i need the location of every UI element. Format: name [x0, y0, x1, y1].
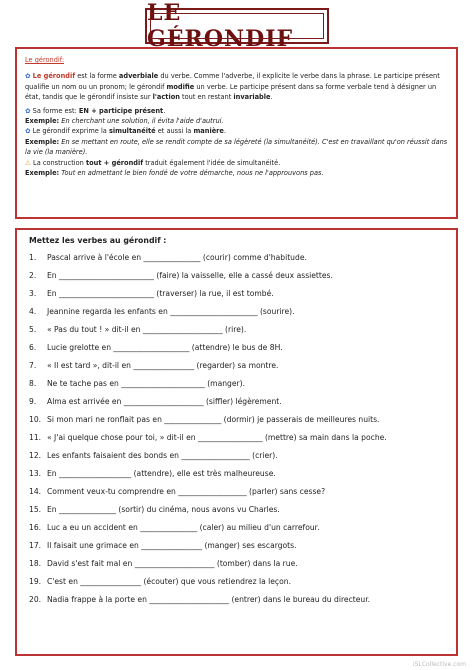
exercise-item: [29, 321, 444, 339]
exercise-item: [29, 339, 444, 357]
item-number: 12.: [29, 451, 42, 460]
bullet-icon: ✿: [25, 127, 31, 136]
item-number: 4.: [29, 307, 37, 316]
exercise-item: [29, 447, 444, 465]
rule-paragraph-uses: [25, 126, 448, 136]
rule-text: et aussi la: [155, 127, 194, 136]
rule-text: Le gérondif exprime la: [32, 127, 109, 136]
item-number: 7.: [29, 361, 37, 370]
item-sentence[interactable]: Luc a eu un accident en _______________ (caler) au milieu d'un carrefour.: [47, 523, 320, 532]
item-number: 5.: [29, 325, 37, 334]
rule-term: adverbiale: [118, 72, 159, 81]
rule-text: La construction: [33, 158, 86, 167]
warning-icon: ⚠: [25, 158, 31, 167]
example-label: Exemple:: [25, 117, 60, 126]
item-sentence[interactable]: Si mon mari ne ronflait pas en _______________ (dormir) je passerais de meilleures nuits.: [47, 415, 380, 424]
exercise-item: [29, 249, 444, 267]
exercise-item: [29, 537, 444, 555]
rule-heading: Le gérondif:: [25, 56, 65, 64]
rule-term: invariable: [233, 93, 271, 102]
item-sentence[interactable]: Les enfants faisaient des bonds en __________________ (crier).: [47, 451, 278, 460]
example-text: En cherchant une solution, il évita l'aide d'autrui.: [59, 117, 224, 126]
example-label: Exemple:: [25, 137, 60, 146]
rule-term: tout + gérondif: [85, 158, 144, 167]
item-sentence[interactable]: Il faisait une grimace en ________________ (manger) ses escargots.: [47, 541, 297, 550]
exercise-item: [29, 267, 444, 285]
grammar-rule-box: [15, 47, 458, 219]
item-sentence[interactable]: Comment veux-tu comprendre en __________________ (parler) sans cesse?: [47, 487, 326, 496]
example-text: En se mettant en route, elle se rendit compte de sa légèreté (la simultanéité). C'est en travaillant qu'on réussit dans la vie (la manière).: [25, 137, 448, 157]
item-number: 13.: [29, 469, 42, 478]
item-sentence[interactable]: Jeannine regarda les enfants en _______________________ (sourire).: [47, 307, 295, 316]
item-sentence[interactable]: En _________________________ (traverser) la rue, il est tombé.: [47, 289, 274, 298]
bullet-icon: ✿: [25, 72, 31, 81]
item-number: 14.: [29, 487, 42, 496]
footer-watermark: iSLCollective.com: [413, 661, 466, 668]
rule-text: Sa forme est:: [32, 106, 79, 115]
item-sentence[interactable]: David s'est fait mal en _____________________ (tomber) dans la rue.: [47, 559, 298, 568]
item-sentence[interactable]: « Pas du tout ! » dit-il en _____________________ (rire).: [47, 325, 247, 334]
example-text: Tout en admettant le bien fondé de votre démarche, nous ne l'approuvons pas.: [59, 169, 324, 178]
item-sentence[interactable]: En ___________________ (attendre), elle est très malheureuse.: [47, 469, 276, 478]
exercise-item: [29, 573, 444, 591]
item-number: 17.: [29, 541, 42, 550]
item-sentence[interactable]: Nadia frappe à la porte en _____________________ (entrer) dans le bureau du directeur.: [47, 595, 371, 604]
rule-paragraph-form: [25, 106, 448, 116]
exercise-item: [29, 285, 444, 303]
exercise-item: [29, 519, 444, 537]
item-number: 16.: [29, 523, 42, 532]
rule-text: traduit également l'idée de simultanéité.: [143, 158, 281, 167]
exercise-box: [15, 228, 458, 656]
rule-paragraph-tout: [25, 158, 448, 168]
item-number: 20.: [29, 595, 42, 604]
exercise-item: [29, 483, 444, 501]
rule-term: Le gérondif: [32, 72, 76, 81]
exercise-heading: Mettez les verbes au gérondif :: [29, 236, 167, 245]
item-sentence[interactable]: En _________________________ (faire) la vaisselle, elle a cassé deux assiettes.: [47, 271, 333, 280]
exercise-item: [29, 357, 444, 375]
rule-text: est la forme: [75, 72, 119, 81]
item-number: 10.: [29, 415, 42, 424]
item-sentence[interactable]: C'est en ________________ (écouter) que vous retiendrez la leçon.: [47, 577, 291, 586]
item-sentence[interactable]: « Il est tard », dit-il en ________________ (regarder) sa montre.: [47, 361, 279, 370]
rule-term: l'action: [152, 93, 180, 102]
rule-term: simultanéité: [108, 127, 156, 136]
item-sentence[interactable]: En _______________ (sortir) du cinéma, nous avons vu Charles.: [47, 505, 280, 514]
item-number: 18.: [29, 559, 42, 568]
rule-example-3: [25, 168, 448, 178]
item-sentence[interactable]: Alma est arrivée en _____________________ (siffler) légèrement.: [47, 397, 282, 406]
item-sentence[interactable]: Pascal arrive à l'école en _______________ (courir) comme d'habitude.: [47, 253, 307, 262]
item-sentence[interactable]: « J'ai quelque chose pour toi, » dit-il en _________________ (mettre) sa main dans la poche.: [47, 433, 387, 442]
item-number: 2.: [29, 271, 37, 280]
exercise-item: [29, 501, 444, 519]
bullet-icon: ✿: [25, 106, 31, 115]
rule-text: tout en restant: [179, 93, 234, 102]
rule-text: .: [163, 106, 166, 115]
exercise-item: [29, 303, 444, 321]
exercise-item: [29, 375, 444, 393]
exercise-item: [29, 429, 444, 447]
item-number: 9.: [29, 397, 37, 406]
exercise-item: [29, 591, 444, 609]
item-number: 11.: [29, 433, 42, 442]
exercise-item: [29, 555, 444, 573]
item-sentence[interactable]: Ne te tache pas en ______________________ (manger).: [47, 379, 246, 388]
rule-example-1: [25, 116, 448, 126]
exercise-item: [29, 465, 444, 483]
rule-text: un verbe. Le participe présent dans sa forme verbale tend à désigner un état, tandis que le gérondif insiste sur: [25, 82, 437, 102]
item-number: 3.: [29, 289, 37, 298]
rule-term: manière: [193, 127, 224, 136]
rule-example-2: [25, 137, 448, 158]
rule-text: .: [223, 127, 227, 136]
item-number: 6.: [29, 343, 37, 352]
rule-paragraph-definition: [25, 71, 448, 102]
page-title: LE GÉRONDIF: [147, 0, 294, 52]
example-label: Exemple:: [25, 169, 60, 178]
rule-term: EN + participe présent: [78, 106, 164, 115]
item-number: 1.: [29, 253, 37, 262]
rule-text: .: [270, 93, 273, 102]
item-sentence[interactable]: Lucie grelotte en ____________________ (attendre) le bus de 8H.: [47, 343, 283, 352]
exercise-item: [29, 411, 444, 429]
exercise-item: [29, 393, 444, 411]
item-number: 15.: [29, 505, 42, 514]
exercise-list: [29, 249, 444, 609]
item-number: 8.: [29, 379, 37, 388]
rule-term: modifie: [166, 82, 195, 91]
rule-text: du verbe. Comme l'adverbe, il explicite le verbe dans la phrase. Le participe présent qualifie un nom ou un pronom; le gérondif: [25, 72, 440, 91]
title-frame: [145, 0, 329, 52]
item-number: 19.: [29, 577, 42, 586]
